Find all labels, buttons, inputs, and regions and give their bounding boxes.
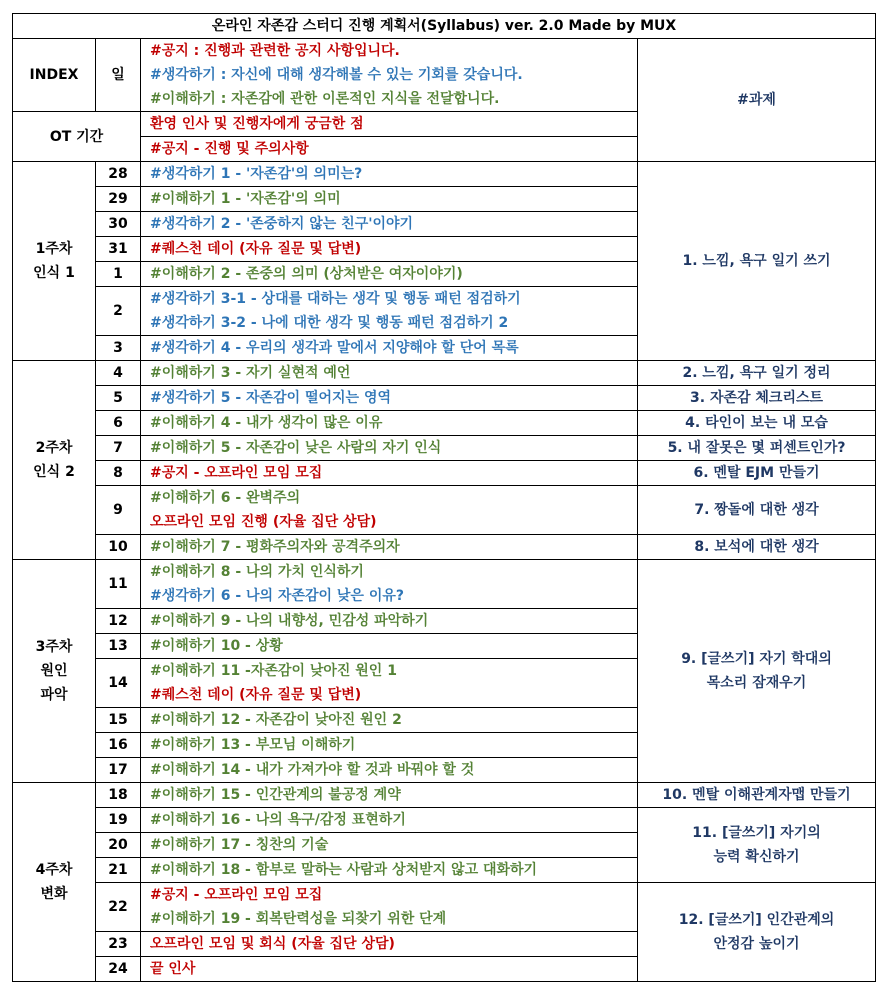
day-number: 17 (96, 758, 141, 783)
day-number: 11 (96, 560, 141, 609)
day-number: 8 (96, 461, 141, 486)
session-item: #이해하기 18 - 함부로 말하는 사람과 상처받지 않고 대화하기 (141, 858, 638, 883)
session-item: #퀘스천 데이 (자유 질문 및 답변) (141, 237, 638, 262)
day-number: 5 (96, 386, 141, 411)
day-header: 일 (96, 39, 141, 112)
day-number: 21 (96, 858, 141, 883)
task-item: 4. 타인이 보는 내 모습 (638, 411, 876, 436)
day-number: 20 (96, 833, 141, 858)
task-item: 8. 보석에 대한 생각 (638, 535, 876, 560)
day-number: 29 (96, 187, 141, 212)
session-item: #이해하기 15 - 인간관계의 불공정 계약 (141, 783, 638, 808)
session-item: #이해하기 10 - 상황 (141, 634, 638, 659)
session-item: 오프라인 모임 및 회식 (자율 집단 상담) (141, 932, 638, 957)
task-header: #과제 (638, 39, 876, 162)
page-title: 온라인 자존감 스터디 진행 계획서(Syllabus) ver. 2.0 Made by MUX (13, 14, 876, 39)
task-item: 3. 자존감 체크리스트 (638, 386, 876, 411)
day-number: 30 (96, 212, 141, 237)
session-item: #이해하기 6 - 완벽주의 오프라인 모임 진행 (자율 집단 상담) (141, 486, 638, 535)
task-item: 2. 느낌, 욕구 일기 정리 (638, 361, 876, 386)
session-item: #이해하기 11 -자존감이 낮아진 원인 1 #퀘스천 데이 (자유 질문 및 답변) (141, 659, 638, 708)
day-number: 24 (96, 957, 141, 982)
week-label: 2주차 인식 2 (13, 361, 96, 560)
session-item: #공지 - 오프라인 모임 모집 #이해하기 19 - 회복탄력성을 되찾기 위한 단계 (141, 883, 638, 932)
session-item: #생각하기 2 - '존중하지 않는 친구'이야기 (141, 212, 638, 237)
session-item: #이해하기 12 - 자존감이 낮아진 원인 2 (141, 708, 638, 733)
day-number: 3 (96, 336, 141, 361)
day-number: 10 (96, 535, 141, 560)
task-item: 10. 멘탈 이해관계자맵 만들기 (638, 783, 876, 808)
session-item: #생각하기 5 - 자존감이 떨어지는 영역 (141, 386, 638, 411)
day-number: 19 (96, 808, 141, 833)
task-item: 1. 느낌, 욕구 일기 쓰기 (638, 162, 876, 361)
session-item: #이해하기 1 - '자존감'의 의미 (141, 187, 638, 212)
day-number: 1 (96, 262, 141, 287)
day-number: 9 (96, 486, 141, 535)
session-item: #이해하기 7 - 평화주의자와 공격주의자 (141, 535, 638, 560)
day-number: 12 (96, 609, 141, 634)
week-label: 1주차 인식 1 (13, 162, 96, 361)
ot-item: #공지 - 진행 및 주의사항 (141, 137, 638, 162)
task-item: 7. 짱돌에 대한 생각 (638, 486, 876, 535)
session-item: #이해하기 16 - 나의 욕구/감정 표현하기 (141, 808, 638, 833)
session-item: #생각하기 3-1 - 상대를 대하는 생각 및 행동 패턴 점검하기 #생각하기 3-2 - 나에 대한 생각 및 행동 패턴 점검하기 2 (141, 287, 638, 336)
day-number: 23 (96, 932, 141, 957)
session-item: #이해하기 5 - 자존감이 낮은 사람의 자기 인식 (141, 436, 638, 461)
legend-cell (141, 39, 638, 112)
syllabus-table (12, 13, 876, 982)
day-number: 16 (96, 733, 141, 758)
ot-label: OT 기간 (13, 112, 141, 162)
week-label: 3주차 원인 파악 (13, 560, 96, 783)
index-header: INDEX (13, 39, 96, 112)
session-item: #이해하기 3 - 자기 실현적 예언 (141, 361, 638, 386)
task-item: 11. [글쓰기] 자기의 능력 확신하기 (638, 808, 876, 883)
day-number: 31 (96, 237, 141, 262)
session-item: #생각하기 1 - '자존감'의 의미는? (141, 162, 638, 187)
task-item: 6. 멘탈 EJM 만들기 (638, 461, 876, 486)
day-number: 13 (96, 634, 141, 659)
week-label: 4주차 변화 (13, 783, 96, 982)
day-number: 4 (96, 361, 141, 386)
day-number: 15 (96, 708, 141, 733)
session-item: #이해하기 9 - 나의 내향성, 민감성 파악하기 (141, 609, 638, 634)
day-number: 2 (96, 287, 141, 336)
session-item: #공지 - 오프라인 모임 모집 (141, 461, 638, 486)
session-item: #이해하기 14 - 내가 가져가야 할 것과 바꿔야 할 것 (141, 758, 638, 783)
ot-item: 환영 인사 및 진행자에게 궁금한 점 (141, 112, 638, 137)
legend-think: #생각하기 : 자신에 대해 생각해볼 수 있는 기회를 갖습니다. (150, 67, 523, 83)
session-item: #이해하기 8 - 나의 가치 인식하기 #생각하기 6 - 나의 자존감이 낮은 이유? (141, 560, 638, 609)
session-item: #이해하기 4 - 내가 생각이 많은 이유 (141, 411, 638, 436)
day-number: 14 (96, 659, 141, 708)
day-number: 7 (96, 436, 141, 461)
session-item: #이해하기 13 - 부모님 이해하기 (141, 733, 638, 758)
day-number: 22 (96, 883, 141, 932)
task-item: 5. 내 잘못은 몇 퍼센트인가? (638, 436, 876, 461)
task-item: 12. [글쓰기] 인간관계의 안정감 높이기 (638, 883, 876, 982)
session-item: #이해하기 2 - 존중의 의미 (상처받은 여자이야기) (141, 262, 638, 287)
legend-notice: #공지 : 진행과 관련한 공지 사항입니다. (150, 43, 400, 59)
legend-understand: #이해하기 : 자존감에 관한 이론적인 지식을 전달합니다. (150, 91, 500, 107)
session-item: #이해하기 17 - 칭찬의 기술 (141, 833, 638, 858)
day-number: 28 (96, 162, 141, 187)
day-number: 6 (96, 411, 141, 436)
day-number: 18 (96, 783, 141, 808)
session-item: 끝 인사 (141, 957, 638, 982)
task-item: 9. [글쓰기] 자기 학대의 목소리 잠재우기 (638, 560, 876, 783)
session-item: #생각하기 4 - 우리의 생각과 말에서 지양해야 할 단어 목록 (141, 336, 638, 361)
